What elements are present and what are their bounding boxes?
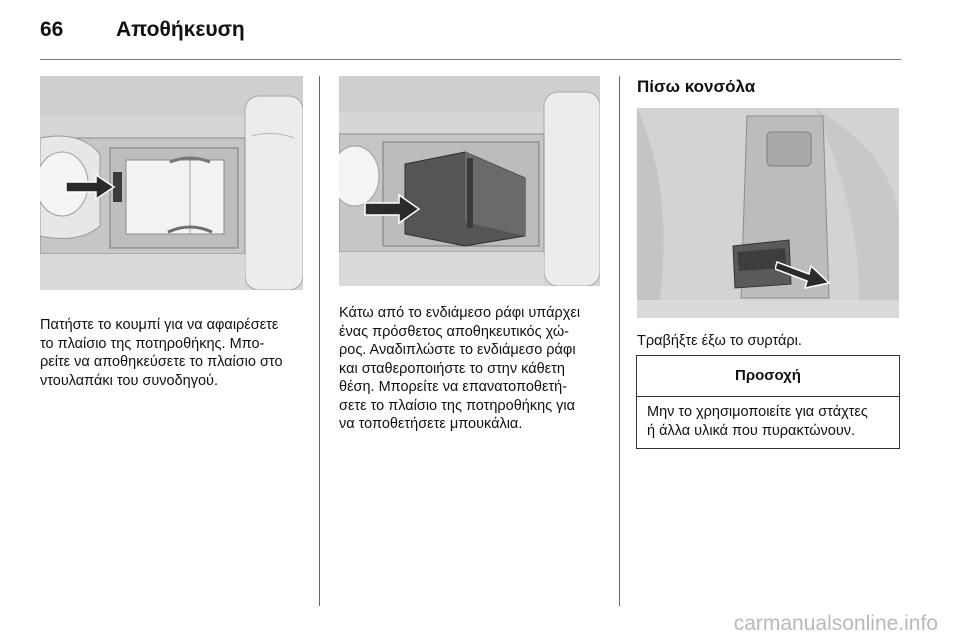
notice-title: Προσοχή bbox=[637, 356, 899, 397]
watermark: carmanualsonline.info bbox=[733, 612, 938, 635]
text-line: να τοποθετήσετε μπουκάλια. bbox=[339, 416, 523, 432]
text-line: και σταθεροποιήστε το στην κάθετη bbox=[339, 360, 565, 377]
column1-text bbox=[40, 316, 308, 390]
illustration-rear-console bbox=[637, 108, 899, 318]
text-line: Πατήστε το κουμπί για να αφαιρέσετε bbox=[40, 317, 279, 333]
text-line: ένας πρόσθετος αποθηκευτικός χώ- bbox=[339, 323, 570, 340]
text-line: Κάτω από το ενδιάμεσο ράφι υπάρχει bbox=[339, 305, 581, 321]
notice-body bbox=[637, 397, 899, 440]
text-line: ντουλαπάκι του συνοδηγού. bbox=[40, 372, 219, 389]
right-arrow-icon bbox=[363, 194, 421, 224]
column2-text bbox=[339, 304, 609, 434]
column3-text: Τραβήξτε έξω το συρτάρι. bbox=[637, 333, 802, 349]
text-line: ή άλλα υλικά που πυρακτώνουν. bbox=[647, 422, 856, 439]
text-line: το πλαίσιο της ποτηροθήκης. Μπο- bbox=[40, 335, 265, 352]
caution-notice bbox=[636, 355, 900, 449]
text-line: ρείτε να αποθηκεύσετε το πλαίσιο στο bbox=[40, 354, 283, 370]
pull-out-arrow-icon bbox=[775, 256, 831, 292]
text-line: Μην το χρησιμοποιείτε για στάχτες bbox=[647, 404, 868, 420]
page-number: 66 bbox=[40, 18, 64, 41]
column-divider-2 bbox=[619, 76, 620, 606]
text-line: θέση. Μπορείτε να επανατοποθετή- bbox=[339, 379, 568, 395]
column-divider-1 bbox=[319, 76, 320, 606]
text-line: σετε το πλαίσιο της ποτηροθήκης για bbox=[339, 397, 576, 414]
column3-heading: Πίσω κονσόλα bbox=[637, 77, 756, 96]
text-line: ρος. Αναδιπλώστε το ενδιάμεσο ράφι bbox=[339, 342, 576, 358]
illustration-shelf-storage bbox=[339, 76, 600, 286]
illustration-cupholder-insert bbox=[40, 76, 303, 290]
section-title: Αποθήκευση bbox=[116, 18, 245, 41]
right-arrow-icon bbox=[64, 174, 116, 200]
header-rule bbox=[40, 59, 901, 60]
